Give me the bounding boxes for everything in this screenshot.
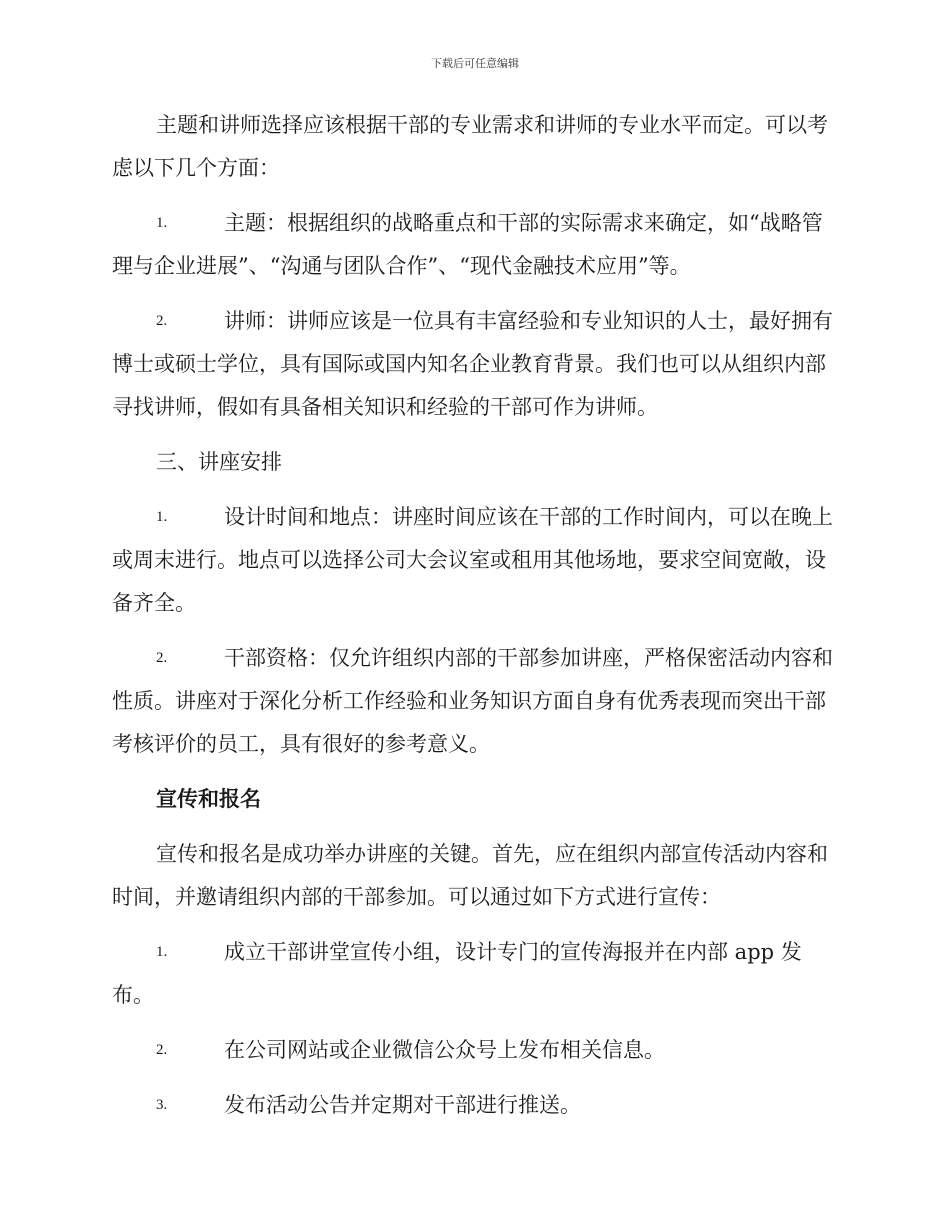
list-item-promo-notice <box>112 1084 842 1127</box>
list-number: 1. <box>156 215 168 231</box>
intro-paragraph: 主题和讲师选择应该根据干部的专业需求和讲师的专业水平而定。可以考虑以下几个方面： <box>112 113 828 180</box>
list-item-topic <box>112 202 842 288</box>
list-item-eligibility <box>112 637 842 766</box>
list-item-text: 发布活动公告并定期对干部进行推送。 <box>224 1093 581 1117</box>
list-number: 2. <box>156 313 168 329</box>
list-number: 2. <box>156 1042 168 1058</box>
list-number: 2. <box>156 650 168 666</box>
list-item-text: 干部资格：仅允许组织内部的干部参加讲座，严格保密活动内容和性质。讲座对于深化分析工作经验和业务知识方面自身有优秀表现而突出干部考核评价的员工，具有很好的参考意义。 <box>112 646 833 756</box>
list-item-promo-team <box>112 931 842 1017</box>
list-number: 1. <box>156 509 168 525</box>
section-heading-promotion: 宣传和报名 <box>156 787 261 811</box>
list-number: 3. <box>156 1097 168 1113</box>
list-item-text: 在公司网站或企业微信公众号上发布相关信息。 <box>224 1038 665 1062</box>
list-item-text: 主题：根据组织的战略重点和干部的实际需求来确定，如“战略管理与企业进展”、“沟通与团队合作”、“现代金融技术应用”等。 <box>112 211 823 278</box>
list-item-promo-website <box>112 1029 842 1072</box>
list-item-text: 讲师：讲师应该是一位具有丰富经验和专业知识的人士，最好拥有博士或硕士学位，具有国际或国内知名企业教育背景。我们也可以从组织内部寻找讲师，假如有具备相关知识和经验的干部可作为讲师。 <box>112 309 833 419</box>
list-item-time-location <box>112 496 842 625</box>
section-title-arrangement: 三、讲座安排 <box>156 450 282 474</box>
list-item-text: 设计时间和地点：讲座时间应该在干部的工作时间内，可以在晚上或周末进行。地点可以选择公司大会议室或租用其他场地，要求空间宽敞，设备齐全。 <box>112 505 833 615</box>
list-item-lecturer <box>112 300 842 429</box>
list-number: 1. <box>156 944 168 960</box>
document-body <box>112 104 842 1139</box>
promotion-paragraph: 宣传和报名是成功举办讲座的关键。首先，应在组织内部宣传活动内容和时间，并邀请组织内部的干部参加。可以通过如下方式进行宣传： <box>112 842 828 909</box>
list-item-text: 成立干部讲堂宣传小组，设计专门的宣传海报并在内部 app 发布。 <box>112 940 802 1007</box>
page-header: 下载后可任意编辑 <box>431 57 519 70</box>
